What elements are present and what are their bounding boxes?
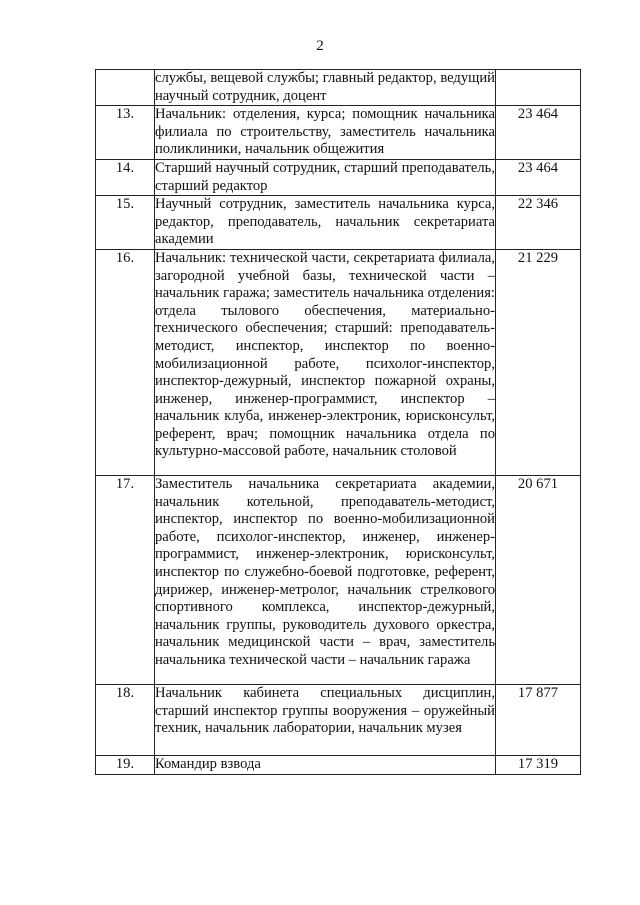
table-row xyxy=(96,196,581,250)
salary-cell: 22 346 xyxy=(496,196,581,250)
position-cell: Начальник: отделения, курса; помощник начальника филиала по строительству, заместитель начальника поликлиники, начальник общежития xyxy=(155,106,496,160)
page-number: 2 xyxy=(316,38,324,54)
position-cell: Заместитель начальника секретариата академии, начальник котельной, преподаватель-методист, инспектор, инспектор по военно-мобилизационной работе, психолог-инспектор, инженер, инженер-программист, инженер-электроник, юрисконсульт, инспектор по служебно-боевой подготовке, референт, дирижер, инженер-метролог, начальник стрелкового спортивного комплекса, инспектор-дежурный, начальник группы, руководитель духового оркестра, начальник медицинской части – врач, заместитель начальника технической части – начальник гаража xyxy=(155,475,496,684)
position-cell: Научный сотрудник, заместитель начальника курса, редактор, преподаватель, начальник секретариата академии xyxy=(155,196,496,250)
salary-cell: 23 464 xyxy=(496,106,581,160)
salary-cell: 23 464 xyxy=(496,159,581,195)
table-row xyxy=(96,106,581,160)
position-cell: Старший научный сотрудник, старший преподаватель, старший редактор xyxy=(155,159,496,195)
row-number-cell: 15. xyxy=(96,196,155,250)
salary-cell: 21 229 xyxy=(496,249,581,475)
table-row xyxy=(96,159,581,195)
row-number-cell: 13. xyxy=(96,106,155,160)
row-number-cell: 14. xyxy=(96,159,155,195)
salary-cell: 20 671 xyxy=(496,475,581,684)
row-number-cell: 18. xyxy=(96,684,155,755)
position-cell: службы, вещевой службы; главный редактор, ведущий научный сотрудник, доцент xyxy=(155,70,496,106)
position-cell: Начальник кабинета специальных дисциплин, старший инспектор группы вооружения – оружейный техник, начальник лаборатории, начальник музея xyxy=(155,684,496,755)
table-row xyxy=(96,684,581,755)
row-number-cell: 19. xyxy=(96,755,155,774)
salary-cell: 17 877 xyxy=(496,684,581,755)
table-row xyxy=(96,475,581,684)
row-number-cell: 16. xyxy=(96,249,155,475)
position-cell: Командир взвода xyxy=(155,755,496,774)
salary-table xyxy=(95,69,581,775)
row-number-cell xyxy=(96,70,155,106)
position-cell: Начальник: технической части, секретариата филиала, загородной учебной базы, технической части – начальник гаража; заместитель начальника отделения: отдела тылового обеспечения, материально-технического обеспечения; старший: преподаватель-методист, инспектор, инспектор по военно-мобилизационной работе, психолог-инспектор, инспектор-дежурный, инспектор пожарной охраны, инженер, инженер-программист, инспектор – начальник клуба, инженер-электроник, юрисконсульт, референт, врач; помощник начальника отдела по культурно-массовой работе, начальник столовой xyxy=(155,249,496,475)
salary-cell: 17 319 xyxy=(496,755,581,774)
table-row xyxy=(96,249,581,475)
salary-cell xyxy=(496,70,581,106)
row-number-cell: 17. xyxy=(96,475,155,684)
table-row xyxy=(96,755,581,774)
table-row xyxy=(96,70,581,106)
